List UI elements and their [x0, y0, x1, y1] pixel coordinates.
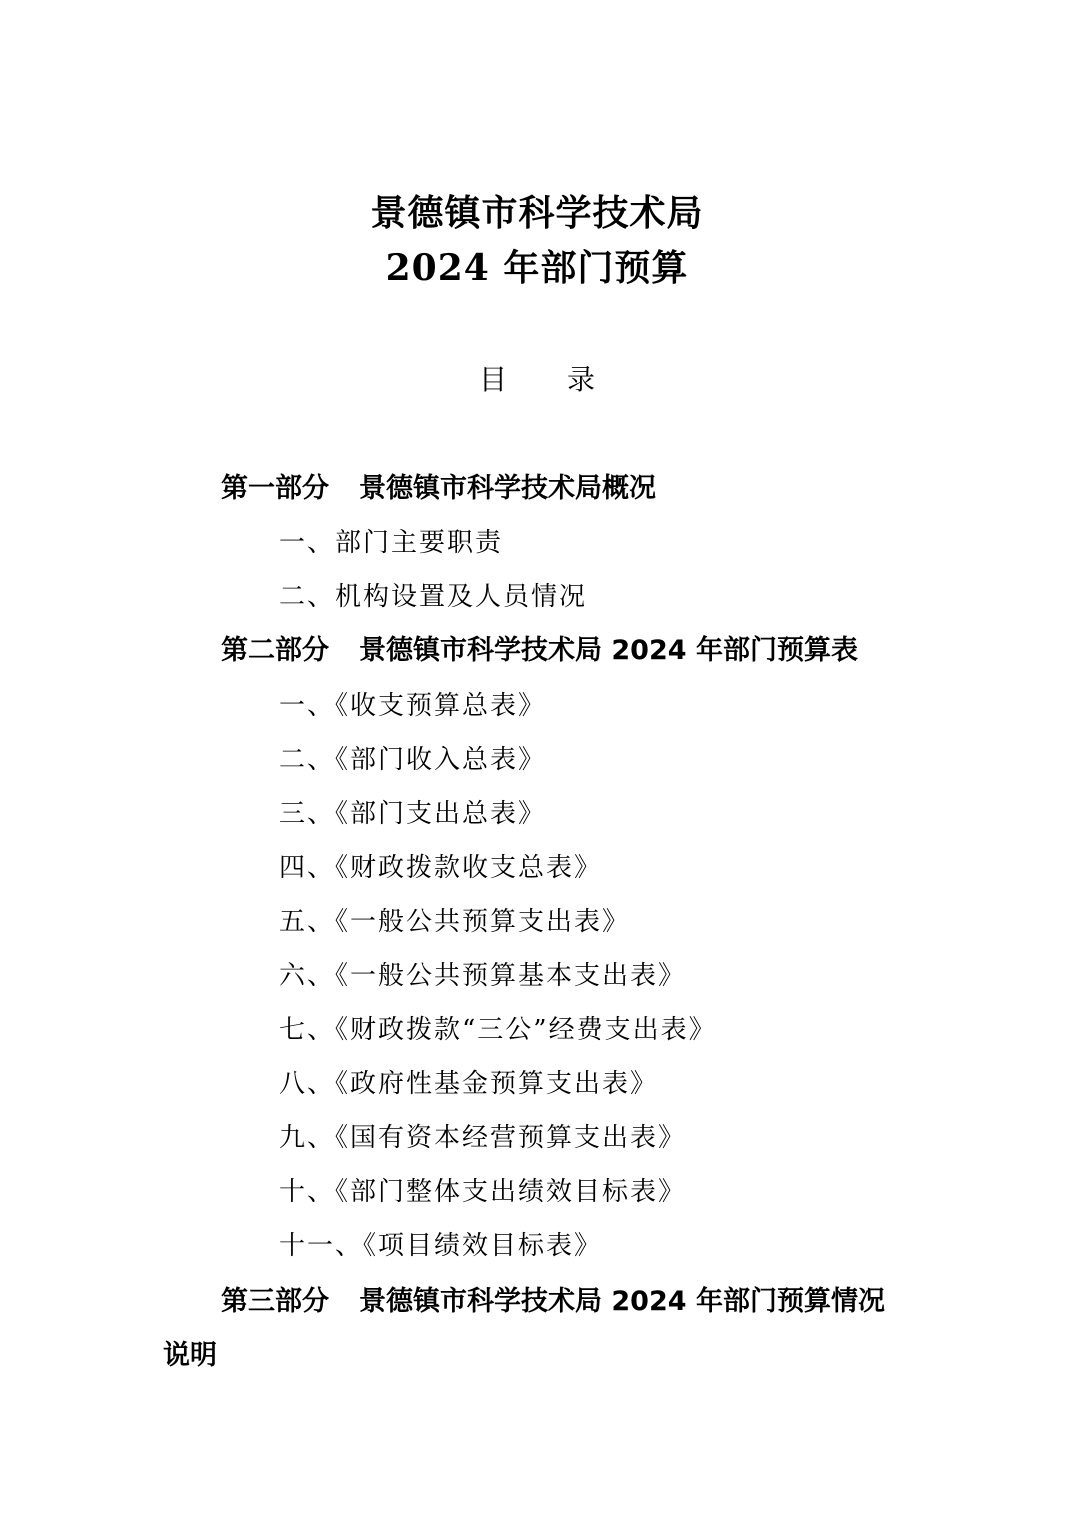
toc-part-1-title: 景德镇市科学技术局概况	[359, 473, 656, 504]
toc-part-3-title-continuation: 说明	[163, 1340, 217, 1371]
toc-item: 四、《财政拨款收支总表》	[279, 853, 603, 883]
toc-item: 八、《政府性基金预算支出表》	[279, 1069, 659, 1099]
toc-part-2-label: 第二部分	[221, 635, 329, 666]
toc-item: 五、《一般公共预算支出表》	[279, 907, 631, 937]
toc-item: 七、《财政拨款“三公”经费支出表》	[279, 1015, 717, 1045]
document-title-line2: 2024 年部门预算	[385, 247, 689, 289]
toc-heading-char-2: 录	[567, 363, 596, 396]
toc-item: 二、《部门收入总表》	[279, 745, 547, 775]
toc-heading-char-1: 目	[478, 363, 507, 396]
toc-part-2-title: 景德镇市科学技术局 2024 年部门预算表	[359, 635, 858, 666]
toc-item: 一、部门主要职责	[279, 528, 504, 558]
toc-heading	[0, 362, 1074, 398]
toc-item: 二、机构设置及人员情况	[279, 582, 588, 612]
toc-part-3-title: 景德镇市科学技术局 2024 年部门预算情况	[359, 1286, 885, 1317]
toc-item: 十、《部门整体支出绩效目标表》	[279, 1177, 687, 1207]
toc-item: 九、《国有资本经营预算支出表》	[279, 1123, 687, 1153]
toc-item: 六、《一般公共预算基本支出表》	[279, 961, 687, 991]
toc-part-3-label: 第三部分	[221, 1286, 329, 1317]
document-title-line1: 景德镇市科学技术局	[370, 192, 704, 234]
toc-part-1-label: 第一部分	[221, 473, 329, 504]
toc-item: 十一、《项目绩效目标表》	[279, 1231, 603, 1261]
toc-item: 一、《收支预算总表》	[279, 691, 547, 721]
toc-part-2	[221, 633, 858, 669]
toc-part-1	[221, 471, 656, 507]
toc-part-3	[221, 1284, 885, 1320]
toc-item: 三、《部门支出总表》	[279, 799, 547, 829]
